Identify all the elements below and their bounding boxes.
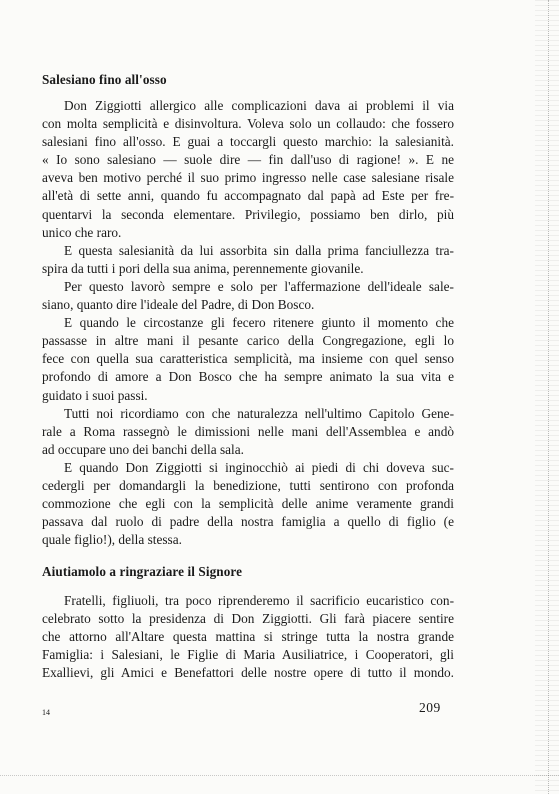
text-line: spira da tutti i pori della sua anima, perennemente giovanile. xyxy=(42,260,364,276)
text-line: unico che raro. xyxy=(42,224,122,240)
page-bottom-edge xyxy=(0,775,559,779)
section-heading-aiutiamolo: Aiutiamolo a ringraziare il Signore xyxy=(42,564,243,579)
text-line: commozione che egli con la semplicità delle anime veramente grandi xyxy=(42,496,454,512)
text-line: aveva ben motivo perché il suo primo ingresso nelle case salesiane risale xyxy=(42,170,454,186)
text-line: Tutti noi ricordiamo con che naturalezza nell'ultimo Capitolo Gene- xyxy=(64,405,454,421)
page-edge-line xyxy=(548,0,550,794)
text-line: E quando Don Ziggiotti si inginocchiò ai piedi di chi doveva suc- xyxy=(64,459,454,475)
text-line: con molta semplicità e disinvoltura. Voleva solo un collaudo: che fossero xyxy=(42,116,454,132)
text-line: Per questo lavorò sempre e solo per l'affermazione dell'ideale sale- xyxy=(64,278,454,294)
text-line: E quando le circostanze gli fecero ritenere giunto il momento che xyxy=(64,315,454,331)
text-line: cedergli per domandargli la benedizione, tutti sentirono con profonda xyxy=(42,477,454,493)
text-line: Exallievi, gli Amici e Benefattori delle nostre opere di tutto il mondo. xyxy=(42,665,454,681)
text-line: siano, quanto dire l'ideale del Padre, di Don Bosco. xyxy=(42,297,315,313)
section-body-aiutiamolo xyxy=(42,592,454,682)
text-line: ad occupare uno dei banchi della sala. xyxy=(42,441,244,457)
text-line: rale a Roma rassegnò le dimissioni nelle mani dell'Assemblea e andò xyxy=(42,423,454,439)
text-line: all'età di sette anni, quando fu accompagnato dal papà ad Este per fre- xyxy=(42,188,454,204)
text-line: salesiani fino all'osso. E guai a toccargli questo marchio: la salesianità. xyxy=(42,134,454,150)
text-line: quale figlio!), della stessa. xyxy=(42,532,182,548)
text-line: fece con quella sua caratteristica semplicità, ma insieme con quel senso xyxy=(42,351,454,367)
text-line: quentarvi la seconda elementare. Privilegio, possiamo ben dirlo, più xyxy=(42,206,454,222)
page-edge-shadow xyxy=(535,0,559,794)
text-line: Famiglia: i Salesiani, le Figlie di Maria Ausiliatrice, i Cooperatori, gli xyxy=(42,647,454,663)
text-line: E questa salesianità da lui assorbita sin dalla prima fanciullezza tra- xyxy=(64,242,454,258)
text-line: passava dal ruolo di padre della nostra famiglia a quello di figlio (e xyxy=(42,514,454,530)
section-heading-salesiano: Salesiano fino all'osso xyxy=(42,72,167,87)
text-line: profondo di amore a Don Bosco che ha sempre animato la sua vita e xyxy=(42,369,454,385)
page-number: 209 xyxy=(419,700,441,715)
text-line: Fratelli, figliuoli, tra poco riprenderemo il sacrificio eucaristico con- xyxy=(64,593,454,608)
text-line: passasse in altre mani il pesante carico della Congregazione, egli lo xyxy=(42,333,454,349)
section-body-salesiano xyxy=(42,97,454,549)
text-line: guidato i suoi passi. xyxy=(42,387,148,403)
signature-mark: 14 xyxy=(42,708,50,717)
text-line: Don Ziggiotti allergico alle complicazioni dava ai problemi il via xyxy=(64,98,454,113)
text-line: che attorno all'Altare questa mattina si stringe tutta la nostra grande xyxy=(42,629,454,645)
text-line: « Io sono salesiano — suole dire — fin dall'uso di ragione! ». E ne xyxy=(42,152,454,168)
text-line: celebrato sotto la presidenza di Don Ziggiotti. Gli farà piacere sentire xyxy=(42,611,454,627)
